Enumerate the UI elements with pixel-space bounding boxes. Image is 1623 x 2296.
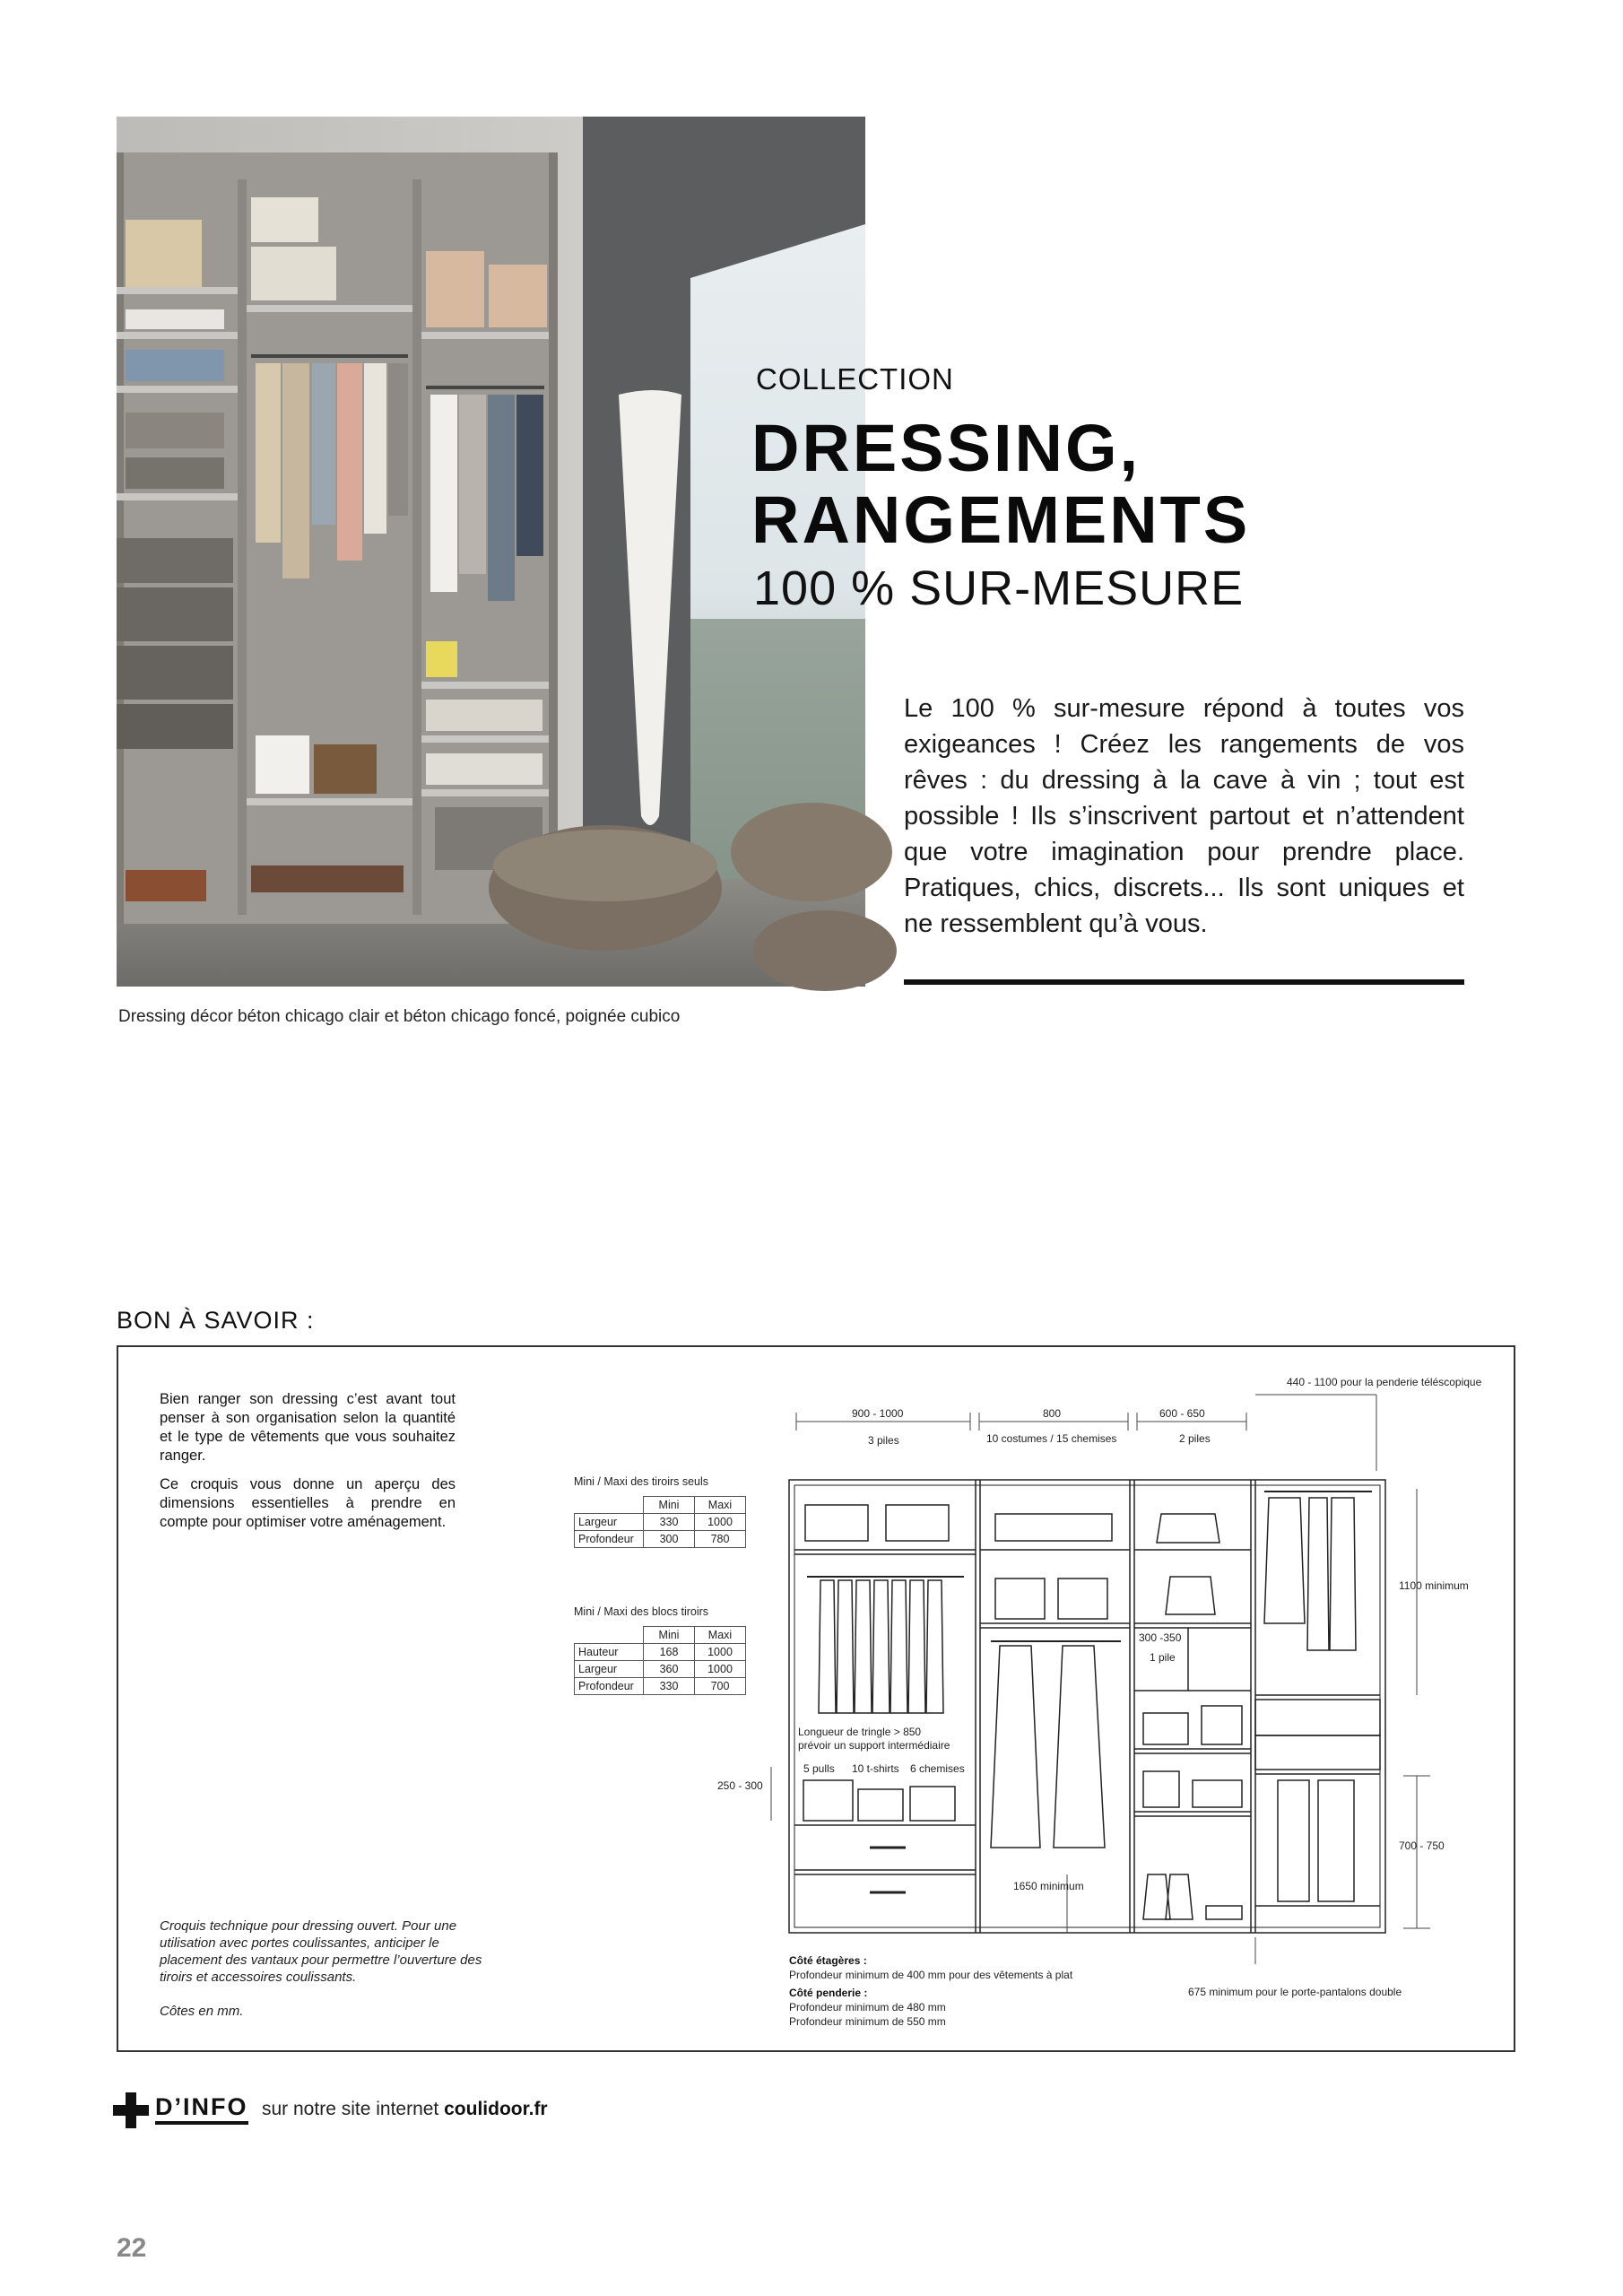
dim-label: 5 pulls [803, 1762, 835, 1775]
cote-penderie-title: Côté penderie : [789, 1987, 868, 1999]
dim-label: Longueur de tringle > 850 [798, 1726, 922, 1738]
table-tiroirs [574, 1496, 746, 1548]
page-subtitle: 100 % SUR-MESURE [753, 561, 1245, 615]
table-row [575, 1514, 746, 1531]
dim-label: 250 - 300 [717, 1779, 763, 1792]
table-header: Maxi [695, 1497, 746, 1514]
dim-label: 440 - 1100 pour la penderie téléscopique [1287, 1376, 1482, 1388]
table-cell: 1000 [695, 1514, 746, 1531]
table-blocs-caption: Mini / Maxi des blocs tiroirs [574, 1605, 709, 1618]
table-cell: Profondeur [575, 1678, 644, 1695]
dim-label: 1650 minimum [1013, 1880, 1084, 1892]
table-cell: 168 [644, 1644, 695, 1661]
footer-text [262, 2099, 548, 2120]
table-cell: Profondeur [575, 1531, 644, 1548]
table-cell: Largeur [575, 1661, 644, 1678]
table-cell: 1000 [695, 1644, 746, 1661]
page-title-line2: RANGEMENTS [751, 483, 1251, 557]
table-cell: Hauteur [575, 1644, 644, 1661]
dim-label: 900 - 1000 [852, 1407, 904, 1420]
table-header: Maxi [695, 1627, 746, 1644]
table-row [575, 1531, 746, 1548]
table-blocs [574, 1626, 746, 1695]
dim-label: 3 piles [868, 1434, 899, 1447]
table-row [575, 1678, 746, 1695]
divider [904, 979, 1464, 985]
dim-label: 6 chemises [910, 1762, 965, 1775]
table-cell: 330 [644, 1678, 695, 1695]
info-paragraph-1: Bien ranger son dressing c’est avant tout penser à son organisation selon la quantité et le type de vêtements que vous souhaitez ranger. [160, 1391, 456, 1464]
dim-label: 10 t-shirts [852, 1762, 899, 1775]
dim-label: 300 -350 [1139, 1631, 1182, 1644]
table-cell: Largeur [575, 1514, 644, 1531]
table-cell: 780 [695, 1531, 746, 1548]
cote-etageres-title: Côté étagères : [789, 1954, 867, 1967]
units-note: Côtes en mm. [160, 2004, 244, 2019]
footer-text-label: sur notre site internet [262, 2099, 439, 2119]
table-row [575, 1644, 746, 1661]
cote-etageres-text: Profondeur minimum de 400 mm pour des vêtements à plat [789, 1969, 1073, 1981]
dim-label: 2 piles [1179, 1432, 1211, 1445]
dim-label: 1 pile [1150, 1651, 1176, 1664]
page-number: 22 [117, 2233, 147, 2263]
dim-label: prévoir un support intermédiaire [798, 1739, 950, 1752]
table-cell: 700 [695, 1678, 746, 1695]
site-link[interactable]: coulidoor.fr [444, 2099, 548, 2119]
section-title: BON À SAVOIR : [117, 1307, 315, 1334]
cote-penderie-text: Profondeur minimum de 480 mm [789, 2001, 946, 2013]
table-cell: 360 [644, 1661, 695, 1678]
cote-penderie-text: Profondeur minimum de 550 mm [789, 2015, 946, 2028]
dim-label: 600 - 650 [1159, 1407, 1205, 1420]
photo-caption: Dressing décor béton chicago clair et béton chicago foncé, poignée cubico [118, 1007, 681, 1026]
dim-label: 800 [1043, 1407, 1062, 1420]
page-title-line1: DRESSING, [751, 411, 1141, 485]
table-cell: 330 [644, 1514, 695, 1531]
table-header-row [575, 1627, 746, 1644]
table-header: Mini [644, 1497, 695, 1514]
table-row [575, 1661, 746, 1678]
plus-icon [113, 2092, 149, 2128]
intro-paragraph: Le 100 % sur-mesure répond à toutes vos exigeances ! Créez les rangements de vos rêves : du dressing à la cave à vin ; tout est possible ! Ils s’inscrivent partout et n’attendent que votre imagination pour prendre place. Pratiques, chics, discrets... Ils sont uniques et ne ressemblent qu’à vous. [904, 694, 1464, 938]
table-tiroirs-caption: Mini / Maxi des tiroirs seuls [574, 1475, 709, 1488]
sketch-note: Croquis technique pour dressing ouvert. Pour une utilisation avec portes coulissantes, anticiper le placement des vantaux pour permettre l’ouverture des tiroirs et accessoires coulissants. [160, 1918, 482, 1985]
pantalons-label: 675 minimum pour le porte-pantalons double [1188, 1986, 1402, 1998]
table-cell: 1000 [695, 1661, 746, 1678]
dim-label: 10 costumes / 15 chemises [986, 1432, 1117, 1445]
dim-label: 1100 minimum [1399, 1579, 1469, 1592]
dinfo-label: D’INFO [155, 2092, 248, 2125]
table-cell: 300 [644, 1531, 695, 1548]
table-header-row [575, 1497, 746, 1514]
collection-label: COLLECTION [756, 362, 954, 396]
info-paragraph-2: Ce croquis vous donne un aperçu des dimensions essentielles à prendre en compte pour optimiser votre aménagement. [160, 1476, 456, 1530]
dim-label: 700 - 750 [1399, 1839, 1445, 1852]
table-header: Mini [644, 1627, 695, 1644]
